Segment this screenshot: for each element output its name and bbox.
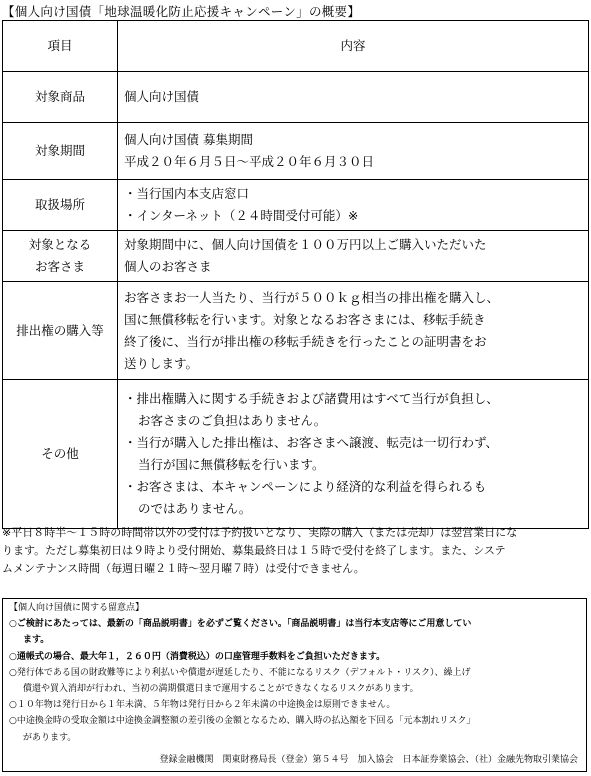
table-row: [3, 72, 589, 123]
row-label: 対象期間: [3, 123, 118, 180]
notice-line: ○通帳式の場合、最大年１，２６０円（消費税込）の口座管理手数料をご負担いただきます。: [9, 651, 386, 662]
row-label: 排出権の購入等: [3, 282, 118, 380]
notice-line: があります。: [23, 732, 77, 743]
notice-line: ○ご検討にあたっては、最新の「商品説明書」を必ずご覧ください。「商品説明書」は当行本支店等にご用意してい: [9, 619, 472, 630]
header-item: 項目: [3, 21, 118, 72]
table-row: [3, 123, 589, 180]
row-content: 対象期間中に、個人向け国債を１００万円以上ご購入いただいた 個人のお客さま: [118, 231, 589, 282]
table-row: [3, 282, 589, 380]
row-content: ・当行国内本支店窓口 ・インターネット（２４時間受付可能）※: [118, 180, 589, 231]
page-title: 【個人向け国債「地球温暖化防止応援キャンペーン」の概要】: [2, 4, 361, 19]
campaign-overview-table: [2, 20, 589, 529]
notice-line: ます。: [23, 635, 50, 646]
notice-box: [2, 598, 587, 772]
registration-info: 登録金融機関 関東財務局長（登金）第５４号 加入協会 日本証券業協会、（社）金融先物取引業協会: [159, 754, 578, 765]
reception-footnote: ※平日８時半～１５時の時間帯以外の受付は予約扱いとなり、実際の購入（または売却）は翌営業日にな ります。ただし募集初日は９時より受付開始、募集最終日は１５時で受付を終了します。また、システ ムメンテナンス時間（毎週日曜２１時～翌月曜７時）は受付できません。: [2, 526, 518, 575]
header-content: 内容: [118, 21, 589, 72]
notice-line: ○中途換金時の受取金額は中途換金調整額の差引後の金額となるため、購入時の払込額を下回る「元本割れリスク」: [9, 716, 476, 727]
table-row: [3, 180, 589, 231]
notice-line: 償還や買入消却が行われ、当初の満期償還日まで運用することができなくなるリスクがあります。: [23, 684, 419, 695]
row-content: 個人向け国債: [118, 72, 589, 123]
table-row: [3, 231, 589, 282]
row-label: 取扱場所: [3, 180, 118, 231]
row-label: その他: [3, 380, 118, 529]
notice-heading: 【個人向け国債に関する留意点】: [9, 603, 145, 613]
notice-line: ○１０年物は発行日から１年未満、５年物は発行日から２年未満の中途換金は原則できません。: [9, 700, 396, 711]
row-content: ・排出権購入に関する手続きおよび諸費用はすべて当行が負担し、 お客さまのご負担はありません。 ・当行が購入した排出権は、お客さまへ譲渡、転売は一切行わず、 当行が国に無償移転を行います。 ・お客さまは、本キャンペーンにより経済的な利益を得られるも のではありません。: [118, 380, 589, 529]
notice-line: ○発行体である国の財政難等により利払いや償還が遅延したり、不能になるリスク（デフォルト・リスク）、繰上げ: [9, 667, 471, 678]
row-content: お客さまお一人当たり、当行が５００ｋｇ相当の排出権を購入し、 国に無償移転を行います。対象となるお客さまには、移転手続き 終了後に、当行が排出権の移転手続きを行ったことの証明書をお 送りします。: [118, 282, 589, 380]
table-row: [3, 380, 589, 529]
row-content: 個人向け国債 募集期間 平成２０年６月５日～平成２０年６月３０日: [118, 123, 589, 180]
row-label: 対象となる お客さま: [3, 231, 118, 282]
row-label: 対象商品: [3, 72, 118, 123]
table-header-row: [3, 21, 589, 72]
